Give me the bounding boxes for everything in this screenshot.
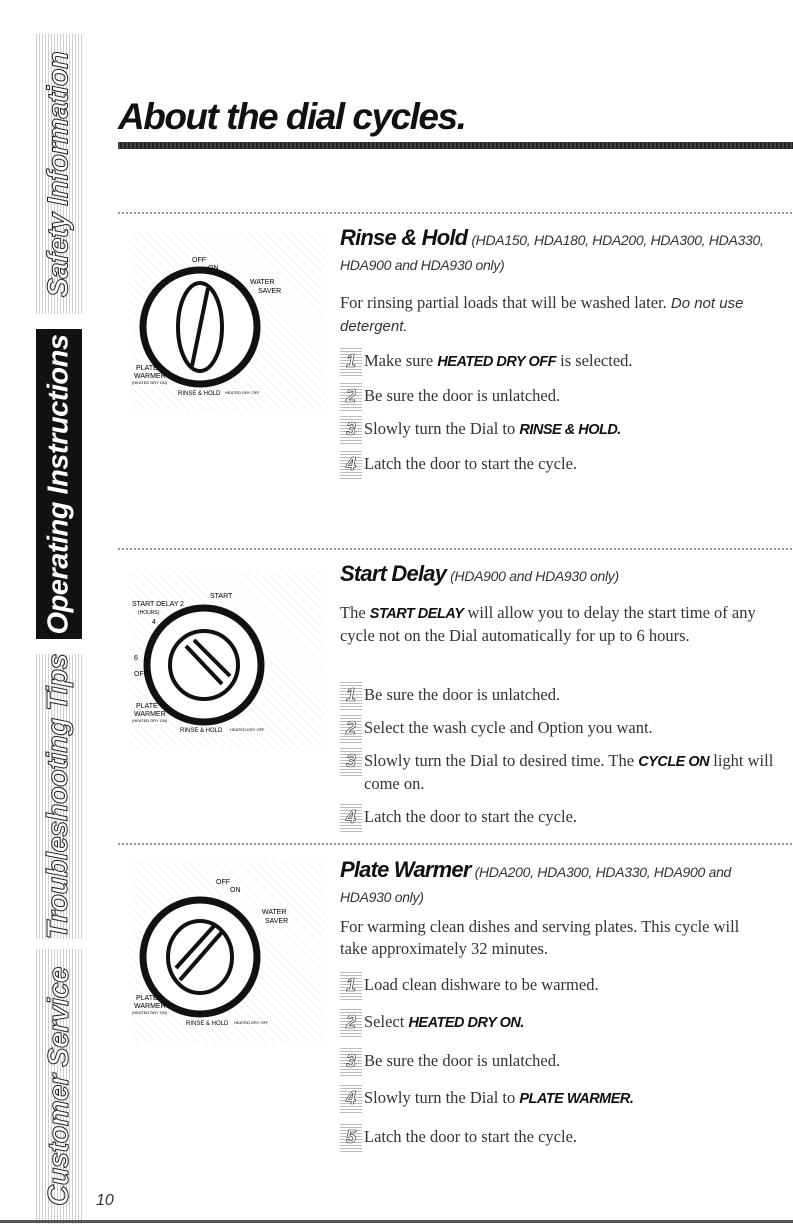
dial-label-heated-on: (HEATED DRY ON)	[132, 1010, 168, 1015]
dial-icon	[130, 862, 325, 1042]
section-divider	[118, 843, 793, 845]
cycle-description	[340, 916, 765, 960]
description-text-end: will allow you to delay the start time of any cycle not on the Dial automatically for up to 6 hours.	[340, 603, 756, 645]
bottom-rule	[0, 1220, 793, 1223]
model-list: (HDA200, HDA300, HDA330, HDA900 and HDA930 only)	[340, 864, 732, 905]
section-tabs	[36, 34, 82, 1224]
dial-icon	[130, 570, 325, 750]
step-text: Latch the door to start the cycle.	[364, 454, 578, 473]
steps-list	[340, 974, 790, 1147]
dial-label-heated-on: (HEATED DRY ON)	[132, 380, 168, 385]
dial-label-off: OFF	[216, 879, 230, 886]
step-item	[340, 418, 790, 441]
step-item	[340, 717, 790, 738]
model-list: (HDA900 and HDA930 only)	[450, 568, 619, 584]
step-number: 3	[340, 1048, 362, 1076]
section-divider	[118, 548, 793, 550]
step-number: 4	[340, 1085, 362, 1113]
dial-label-rinse-hold: RINSE & HOLD	[180, 728, 223, 734]
title-rule	[118, 142, 793, 149]
step-text: Select the wash cycle and Option you want.	[364, 718, 653, 737]
dial-label-plate: PLATE	[136, 365, 158, 372]
step-number: 3	[340, 748, 362, 776]
step-text: Be sure the door is unlatched.	[364, 685, 561, 704]
dial-label-hours: (HOURS)	[138, 610, 160, 616]
step-number: 2	[340, 715, 362, 743]
dial-label-heated-off: HEATED DRY OFF	[234, 1020, 269, 1025]
step-text: Load clean dishware to be warmed.	[364, 975, 599, 994]
cycle-description	[340, 602, 760, 647]
cycle-name: Plate Warmer	[340, 857, 471, 882]
step-item	[340, 750, 784, 794]
step-text: Be sure the door is unlatched.	[364, 386, 561, 405]
tab-label: Safety Information	[42, 51, 75, 297]
dial-label-heated-off: HEATED DRY OFF	[225, 390, 260, 395]
steps-list	[340, 684, 790, 827]
start-delay-dial-illustration	[130, 570, 325, 750]
step-text: Slowly turn the Dial to desired time. The	[364, 751, 639, 770]
cycle-name: Start Delay	[340, 561, 447, 586]
step-text: Be sure the door is unlatched.	[364, 1051, 561, 1070]
step-number: 4	[340, 804, 362, 832]
dial-label-off: OFF	[134, 671, 148, 678]
dial-label-water: WATER	[262, 909, 287, 916]
steps-list	[340, 350, 790, 474]
section-heading-plate-warmer	[340, 858, 740, 910]
dial-label-warmer: WARMER	[134, 711, 166, 718]
step-keyword: HEATED DRY OFF	[437, 354, 556, 370]
dial-label-four: 4	[152, 619, 156, 626]
step-item	[340, 806, 790, 827]
rinse-hold-dial-illustration	[130, 232, 325, 412]
dial-label-rinse-hold: RINSE & HOLD	[178, 391, 221, 397]
dial-icon	[130, 232, 325, 412]
cycle-name: Rinse & Hold	[340, 225, 468, 250]
step-keyword: RINSE & HOLD.	[519, 422, 621, 438]
step-number: 4	[340, 451, 362, 479]
dial-label-start-delay: START DELAY	[132, 601, 179, 608]
dial-label-plate: PLATE	[136, 703, 158, 710]
dial-label-saver: SAVER	[265, 918, 289, 925]
dial-label-two: 2	[180, 601, 184, 608]
tab-operating-instructions[interactable]	[36, 329, 82, 639]
description-text: The	[340, 603, 370, 622]
dial-label-on: ON	[208, 265, 219, 272]
tab-label: Operating Instructions	[42, 334, 75, 634]
dial-label-six: 6	[134, 655, 138, 662]
dial-label-saver: SAVER	[258, 288, 282, 295]
step-item	[340, 453, 790, 474]
step-text: Slowly turn the Dial to	[364, 419, 520, 438]
model-list: (HDA150, HDA180, HDA200, HDA300, HDA330, HDA900 and HDA930 only)	[340, 232, 764, 273]
step-item	[340, 1011, 790, 1034]
step-number: 2	[340, 383, 362, 411]
description-text: For rinsing partial loads that will be washed later.	[340, 293, 667, 312]
step-item	[340, 1126, 790, 1147]
step-text: Latch the door to start the cycle.	[364, 807, 578, 826]
step-text: Latch the door to start the cycle.	[364, 1127, 578, 1146]
step-text: Select	[364, 1012, 409, 1031]
step-keyword: CYCLE ON	[638, 754, 710, 770]
dial-label-off: OFF	[192, 257, 206, 264]
section-divider	[118, 212, 793, 214]
step-keyword: PLATE WARMER.	[519, 1091, 634, 1107]
dial-label-warmer: WARMER	[134, 373, 166, 380]
tab-label: Customer Service	[42, 967, 75, 1206]
page-number: 10	[96, 1192, 114, 1209]
plate-warmer-dial-illustration	[130, 862, 325, 1042]
step-item	[340, 1087, 790, 1110]
description-warning: Do not use detergent.	[340, 295, 744, 335]
step-keyword: HEATED DRY ON.	[408, 1015, 524, 1031]
step-number: 5	[340, 1124, 362, 1152]
step-number: 3	[340, 416, 362, 444]
description-text: For warming clean dishes and serving plates. This cycle will take approximately 32 minutes.	[340, 917, 740, 958]
page-title: About the dial cycles.	[118, 96, 466, 137]
dial-label-warmer: WARMER	[134, 1003, 166, 1010]
step-text: Slowly turn the Dial to	[364, 1088, 520, 1107]
dial-label-on: ON	[230, 887, 241, 894]
dial-label-water: WATER	[250, 279, 275, 286]
tab-customer-service[interactable]	[36, 949, 82, 1224]
step-text: Make sure	[364, 351, 438, 370]
step-item	[340, 1050, 790, 1071]
description-keyword: START DELAY	[369, 606, 464, 622]
step-item	[340, 974, 790, 995]
cycle-description	[340, 292, 770, 338]
step-item	[340, 684, 790, 705]
tab-safety-information[interactable]	[36, 34, 82, 314]
step-text-end: is selected.	[556, 351, 633, 370]
section-heading-rinse-hold	[340, 226, 780, 278]
dial-label-start: START	[210, 593, 233, 600]
step-text-end: light will come on.	[364, 751, 774, 793]
dial-label-plate: PLATE	[136, 995, 158, 1002]
tab-troubleshooting-tips[interactable]	[36, 654, 82, 939]
section-heading-start-delay	[340, 562, 780, 589]
dial-label-heated-off: HEATED DRY OFF	[230, 727, 265, 732]
step-number: 1	[340, 972, 362, 1000]
step-item	[340, 350, 790, 373]
dial-label-heated-on: (HEATED DRY ON)	[132, 718, 168, 723]
step-number: 2	[340, 1009, 362, 1037]
step-item	[340, 385, 790, 406]
dial-label-rinse-hold: RINSE & HOLD	[186, 1021, 229, 1027]
step-number: 1	[340, 348, 362, 376]
step-number: 1	[340, 682, 362, 710]
tab-label: Troubleshooting Tips	[42, 653, 75, 940]
